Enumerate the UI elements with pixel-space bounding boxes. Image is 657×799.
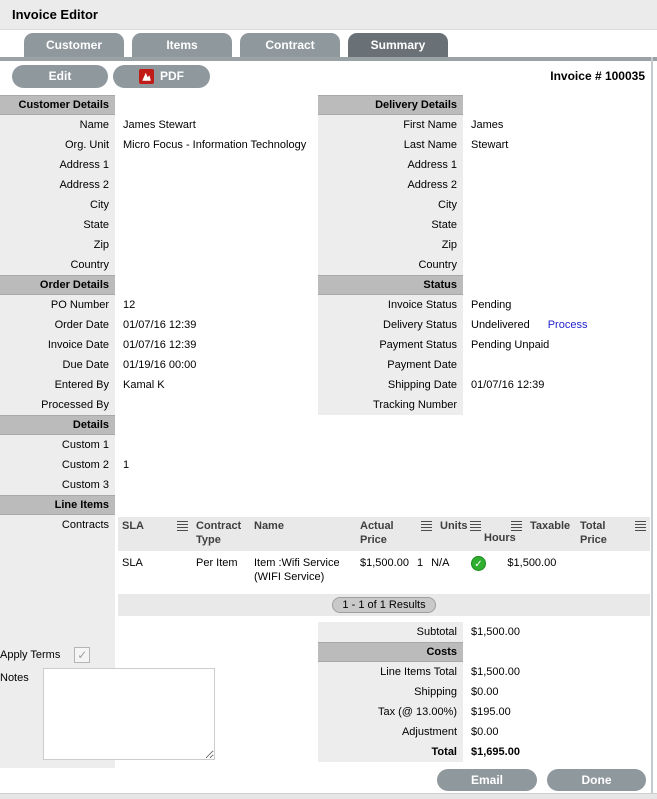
field-value-processed-by — [115, 395, 123, 415]
cell-hours: N/A — [431, 557, 450, 569]
field-value-zip — [463, 235, 471, 255]
column-header-label: Actual Price — [360, 520, 394, 546]
totals-panel — [318, 622, 657, 762]
field-value-text: Stewart — [471, 139, 509, 151]
field-value-tracking-number — [463, 395, 471, 415]
check-icon: ✓ — [77, 648, 88, 662]
field-label-zip: Zip — [0, 235, 115, 255]
field-row — [0, 435, 318, 455]
cost-label: Total — [318, 742, 463, 762]
field-value-zip — [115, 235, 123, 255]
notes-row — [0, 668, 318, 760]
cell-contract-type: Per Item — [196, 557, 238, 569]
sort-icon — [511, 521, 522, 531]
field-label-address-1: Address 1 — [0, 155, 115, 175]
field-label-order-date: Order Date — [0, 315, 115, 335]
field-label-tracking-number: Tracking Number — [318, 395, 463, 415]
field-row — [318, 215, 657, 235]
field-value-custom-1 — [115, 435, 123, 455]
field-value-country — [463, 255, 471, 275]
field-value-org-unit — [115, 135, 306, 155]
apply-terms-row — [0, 645, 318, 665]
field-value-custom-2 — [115, 455, 129, 475]
cost-label: Adjustment — [318, 722, 463, 742]
contracts-table — [118, 517, 650, 616]
cost-label: Shipping — [318, 682, 463, 702]
field-value-city — [115, 195, 123, 215]
apply-terms-label: Apply Terms — [0, 645, 66, 665]
field-row — [318, 135, 657, 155]
field-value-city — [463, 195, 471, 215]
field-label-first-name: First Name — [318, 115, 463, 135]
field-row — [0, 215, 318, 235]
done-button[interactable] — [547, 769, 646, 791]
field-label-due-date: Due Date — [0, 355, 115, 375]
edit-button[interactable] — [12, 65, 108, 88]
field-row — [318, 155, 657, 175]
column-header-total-price[interactable] — [576, 517, 650, 549]
cell-name: Item :Wifi Service (WIFI Service) — [254, 557, 340, 583]
field-value-custom-3 — [115, 475, 123, 495]
field-label-org-unit: Org. Unit — [0, 135, 115, 155]
field-value-address-2 — [115, 175, 123, 195]
cost-row-tax-13-00 — [318, 702, 657, 722]
field-value-text: Micro Focus - Information Technology — [123, 139, 307, 151]
field-row — [318, 235, 657, 255]
tab-summary[interactable]: Summary — [348, 33, 448, 57]
field-row — [0, 455, 318, 475]
cell-sla: SLA — [122, 557, 143, 569]
section-header-costs: Costs — [318, 642, 463, 662]
field-value-text: Kamal K — [123, 379, 165, 391]
field-row — [0, 295, 318, 315]
cost-value: $0.00 — [471, 686, 499, 698]
field-row — [318, 255, 657, 275]
section-header-line-items: Line Items — [0, 495, 115, 515]
section-header-order-details: Order Details — [0, 275, 115, 295]
page-bottom-border — [0, 793, 657, 799]
field-label-address-2: Address 2 — [318, 175, 463, 195]
tab-customer[interactable]: Customer — [24, 33, 124, 57]
pdf-icon — [139, 69, 154, 84]
field-value-text: 01/19/16 00:00 — [123, 359, 197, 371]
field-value-payment-date — [463, 355, 471, 375]
field-label-city: City — [0, 195, 115, 215]
column-header-label: Name — [254, 520, 284, 532]
taxable-check-icon: ✓ — [471, 556, 486, 571]
cost-label: Line Items Total — [318, 662, 463, 682]
field-label-state: State — [0, 215, 115, 235]
tab-items[interactable]: Items — [132, 33, 232, 57]
field-row — [0, 135, 318, 155]
field-label-city: City — [318, 195, 463, 215]
field-row — [0, 175, 318, 195]
field-value-address-1 — [463, 155, 471, 175]
field-label-payment-date: Payment Date — [318, 355, 463, 375]
column-header-label: Total Price — [580, 520, 607, 546]
cell-actual-price: $1,500.00 — [360, 557, 409, 569]
cost-value: $195.00 — [471, 706, 511, 718]
field-label-address-2: Address 2 — [0, 175, 115, 195]
field-label-last-name: Last Name — [318, 135, 463, 155]
page-right-border — [651, 57, 653, 799]
column-header-units[interactable] — [436, 517, 480, 535]
column-header-label: Units — [440, 520, 468, 532]
field-value-po-number — [115, 295, 135, 315]
field-row — [318, 175, 657, 195]
field-value-state — [115, 215, 123, 235]
sort-icon — [635, 521, 646, 531]
column-header-label: SLA — [122, 520, 144, 532]
column-header-name — [250, 517, 356, 535]
field-value-text: 01/07/16 12:39 — [123, 319, 197, 331]
field-row — [318, 115, 657, 135]
field-label-custom-2: Custom 2 — [0, 455, 115, 475]
field-value-shipping-date — [463, 375, 544, 395]
cell-units: 1 — [416, 557, 424, 569]
pdf-button[interactable] — [113, 65, 210, 88]
notes-textarea[interactable] — [43, 668, 215, 760]
section-header-customer-details: Customer Details — [0, 95, 115, 115]
field-value-text: 12 — [123, 299, 136, 311]
column-header-taxable — [526, 517, 576, 535]
column-header-hours[interactable] — [480, 517, 526, 547]
apply-terms-checkbox[interactable] — [74, 647, 90, 663]
field-label-country: Country — [318, 255, 463, 275]
table-row[interactable] — [118, 551, 650, 591]
field-value-last-name — [463, 135, 508, 155]
field-value-text: James — [471, 119, 504, 131]
cost-row-adjustment — [318, 722, 657, 742]
field-value-text: Pending — [471, 299, 512, 311]
field-label-contracts: Contracts — [0, 515, 115, 535]
field-label-po-number: PO Number — [0, 295, 115, 315]
field-row — [0, 475, 318, 495]
notes-label: Notes — [0, 668, 35, 688]
field-label-payment-status: Payment Status — [318, 335, 463, 355]
column-header-label: Hours — [484, 532, 516, 544]
pagination-bar — [118, 594, 650, 616]
cost-value: $0.00 — [471, 726, 499, 738]
section-header-details: Details — [0, 415, 115, 435]
field-label-delivery-status: Delivery Status — [318, 315, 463, 335]
field-row — [0, 375, 318, 395]
column-header-contract-type — [192, 517, 250, 549]
subtotal-label: Subtotal — [318, 622, 463, 642]
field-row — [318, 195, 657, 215]
pagination-results: 1 - 1 of 1 Results — [332, 597, 435, 613]
field-label-custom-1: Custom 1 — [0, 435, 115, 455]
field-label-zip: Zip — [318, 235, 463, 255]
field-row — [0, 395, 318, 415]
field-value-text: 01/07/16 12:39 — [471, 379, 545, 391]
cost-value: $1,695.00 — [471, 746, 520, 758]
subtotal-value: $1,500.00 — [471, 626, 520, 638]
field-row — [0, 195, 318, 215]
email-button-label: Email — [470, 772, 503, 787]
field-value-order-date — [115, 315, 196, 335]
field-row — [318, 375, 657, 395]
field-label-shipping-date: Shipping Date — [318, 375, 463, 395]
field-label-invoice-date: Invoice Date — [0, 335, 115, 355]
sort-icon — [470, 521, 481, 531]
field-label-invoice-status: Invoice Status — [318, 295, 463, 315]
section-header-delivery-details: Delivery Details — [318, 95, 463, 115]
sort-icon — [177, 521, 188, 531]
tab-contract[interactable]: Contract — [240, 33, 340, 57]
field-row — [0, 335, 318, 355]
field-value-address-2 — [463, 175, 471, 195]
field-value-country — [115, 255, 123, 275]
field-value-address-1 — [115, 155, 123, 175]
toolbar — [0, 63, 657, 90]
cost-row-total — [318, 742, 657, 762]
field-label-custom-3: Custom 3 — [0, 475, 115, 495]
process-link[interactable]: Process — [547, 319, 588, 331]
field-value-text: Undelivered — [471, 319, 530, 331]
cost-value: $1,500.00 — [471, 666, 520, 678]
field-row — [0, 315, 318, 335]
field-label-state: State — [318, 215, 463, 235]
page-title: Invoice Editor — [0, 0, 657, 30]
subtotal-row — [318, 622, 657, 642]
cell-taxable — [453, 554, 503, 573]
field-label-address-1: Address 1 — [318, 155, 463, 175]
field-label-name: Name — [0, 115, 115, 135]
cost-row-shipping — [318, 682, 657, 702]
pdf-button-label: PDF — [160, 69, 184, 83]
column-header-label: Contract Type — [196, 520, 242, 546]
field-row — [0, 235, 318, 255]
tab-bar — [24, 33, 448, 57]
field-row — [0, 255, 318, 275]
cost-label: Tax (@ 13.00%) — [318, 702, 463, 722]
tab-rule-divider — [0, 57, 657, 61]
field-value-text: James Stewart — [123, 119, 196, 131]
sort-icon — [421, 521, 432, 531]
left-panel — [0, 95, 318, 535]
field-row — [318, 315, 657, 335]
right-panel — [318, 95, 657, 415]
field-value-entered-by — [115, 375, 165, 395]
field-value-first-name — [463, 115, 503, 135]
field-label-country: Country — [0, 255, 115, 275]
field-row — [0, 155, 318, 175]
field-value-text: Pending Unpaid — [471, 339, 550, 351]
field-row — [318, 295, 657, 315]
section-header-status: Status — [318, 275, 463, 295]
contracts-table-header — [118, 517, 650, 551]
column-header-label: Taxable — [530, 520, 571, 532]
field-value-due-date — [115, 355, 196, 375]
field-row — [0, 115, 318, 135]
field-value-name — [115, 115, 196, 135]
field-label-entered-by: Entered By — [0, 375, 115, 395]
field-row — [318, 395, 657, 415]
edit-button-label: Edit — [48, 69, 72, 83]
field-value-text: 1 — [123, 459, 130, 471]
email-button[interactable] — [437, 769, 537, 791]
field-value-invoice-status — [463, 295, 511, 315]
field-value-text: 01/07/16 12:39 — [123, 339, 197, 351]
field-value-invoice-date — [115, 335, 196, 355]
invoice-number: Invoice # 100035 — [550, 69, 645, 83]
field-row — [0, 355, 318, 375]
field-value-state — [463, 215, 471, 235]
done-button-label: Done — [581, 772, 612, 787]
field-row — [318, 335, 657, 355]
cell-total-price: $1,500.00 — [507, 557, 557, 569]
cost-row-line-items-total — [318, 662, 657, 682]
field-row — [318, 355, 657, 375]
field-value-payment-status — [463, 335, 549, 355]
field-value-delivery-status — [463, 315, 587, 335]
column-header-sla[interactable] — [118, 517, 192, 535]
column-header-actual-price[interactable] — [356, 517, 436, 549]
field-label-processed-by: Processed By — [0, 395, 115, 415]
